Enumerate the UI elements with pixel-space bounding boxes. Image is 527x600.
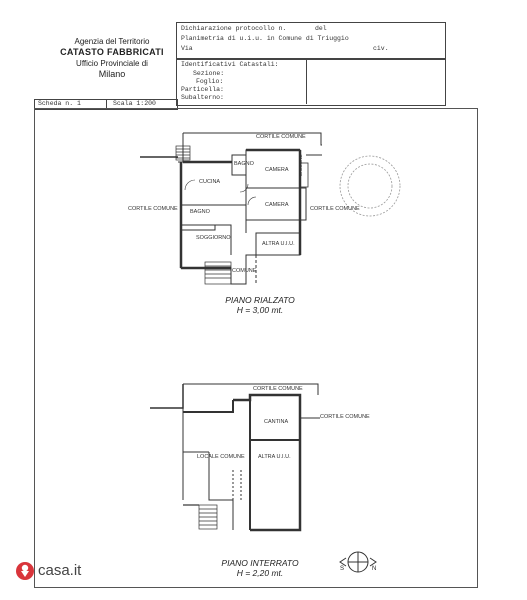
- lower-plan-title: PIANO INTERRATO: [221, 558, 299, 568]
- casa-logo-icon: [16, 562, 34, 580]
- lower-plan-outline: [150, 384, 183, 408]
- agency-line-3: Ufficio Provinciale di: [76, 59, 148, 68]
- lower-cantina: CANTINA: [264, 419, 289, 425]
- upper-cucina: CUCINA: [199, 179, 221, 185]
- civ-label: civ.: [373, 45, 389, 52]
- upper-cortile-comune-top: CORTILE COMUNE: [256, 134, 306, 140]
- del-label: del: [315, 25, 327, 32]
- compass-n: N: [372, 566, 377, 572]
- agency-line-4: Milano: [98, 69, 126, 79]
- particella-label: Particella:: [181, 86, 224, 93]
- upper-balcone: BALCONE: [298, 154, 303, 176]
- planimetria-label: Planimetria di u.i.u. in Comune di Triuggio: [181, 35, 349, 42]
- foglio-label: Foglio:: [196, 78, 224, 85]
- scala-label: Scala 1:200: [113, 100, 156, 107]
- lower-plan-height: H = 2,20 mt.: [236, 568, 284, 578]
- upper-comune: COMUNE: [232, 268, 257, 274]
- via-label: Via: [181, 45, 193, 52]
- identificativi-label: Identificativi Catastali:: [181, 61, 279, 68]
- lower-left-stairs: [199, 505, 217, 529]
- compass-s: S: [340, 566, 345, 572]
- subalterno-label: Subalterno:: [181, 94, 224, 101]
- upper-soggiorno: SOGGIORNO: [196, 235, 231, 241]
- lower-cortile-comune-right: CORTILE COMUNE: [320, 414, 370, 420]
- upper-altra-uiu: ALTRA U.I.U.: [262, 241, 295, 247]
- casa-logo-text: casa.it: [38, 562, 82, 579]
- upper-cortile-comune-right: CORTILE COMUNE: [310, 206, 360, 212]
- upper-camera-1: CAMERA: [265, 167, 289, 173]
- upper-camera-2: CAMERA: [265, 202, 289, 208]
- compass-icon: [340, 552, 376, 572]
- agency-line-2: CATASTO FABBRICATI: [60, 47, 164, 57]
- upper-cortile-comune-left: CORTILE COMUNE: [128, 206, 178, 212]
- lower-locale-comune: LOCALE COMUNE: [197, 454, 245, 460]
- upper-bagno-1: BAGNO: [234, 161, 254, 167]
- agency-line-1: Agenzia del Territorio: [74, 37, 150, 46]
- lower-altra-uiu: ALTRA U.I.U.: [258, 454, 291, 460]
- lower-cortile-comune-top: CORTILE COMUNE: [253, 386, 303, 392]
- upper-bottom-stairs: [205, 262, 231, 284]
- scheda-label: Scheda n. 1: [38, 100, 81, 107]
- upper-plan-title: PIANO RIALZATO: [225, 295, 295, 305]
- upper-bagno-2: BAGNO: [190, 209, 210, 215]
- upper-plan-height: H = 3,00 mt.: [236, 305, 284, 315]
- sezione-label: Sezione:: [193, 70, 225, 77]
- declaration-label: Dichiarazione protocollo n.: [181, 25, 287, 32]
